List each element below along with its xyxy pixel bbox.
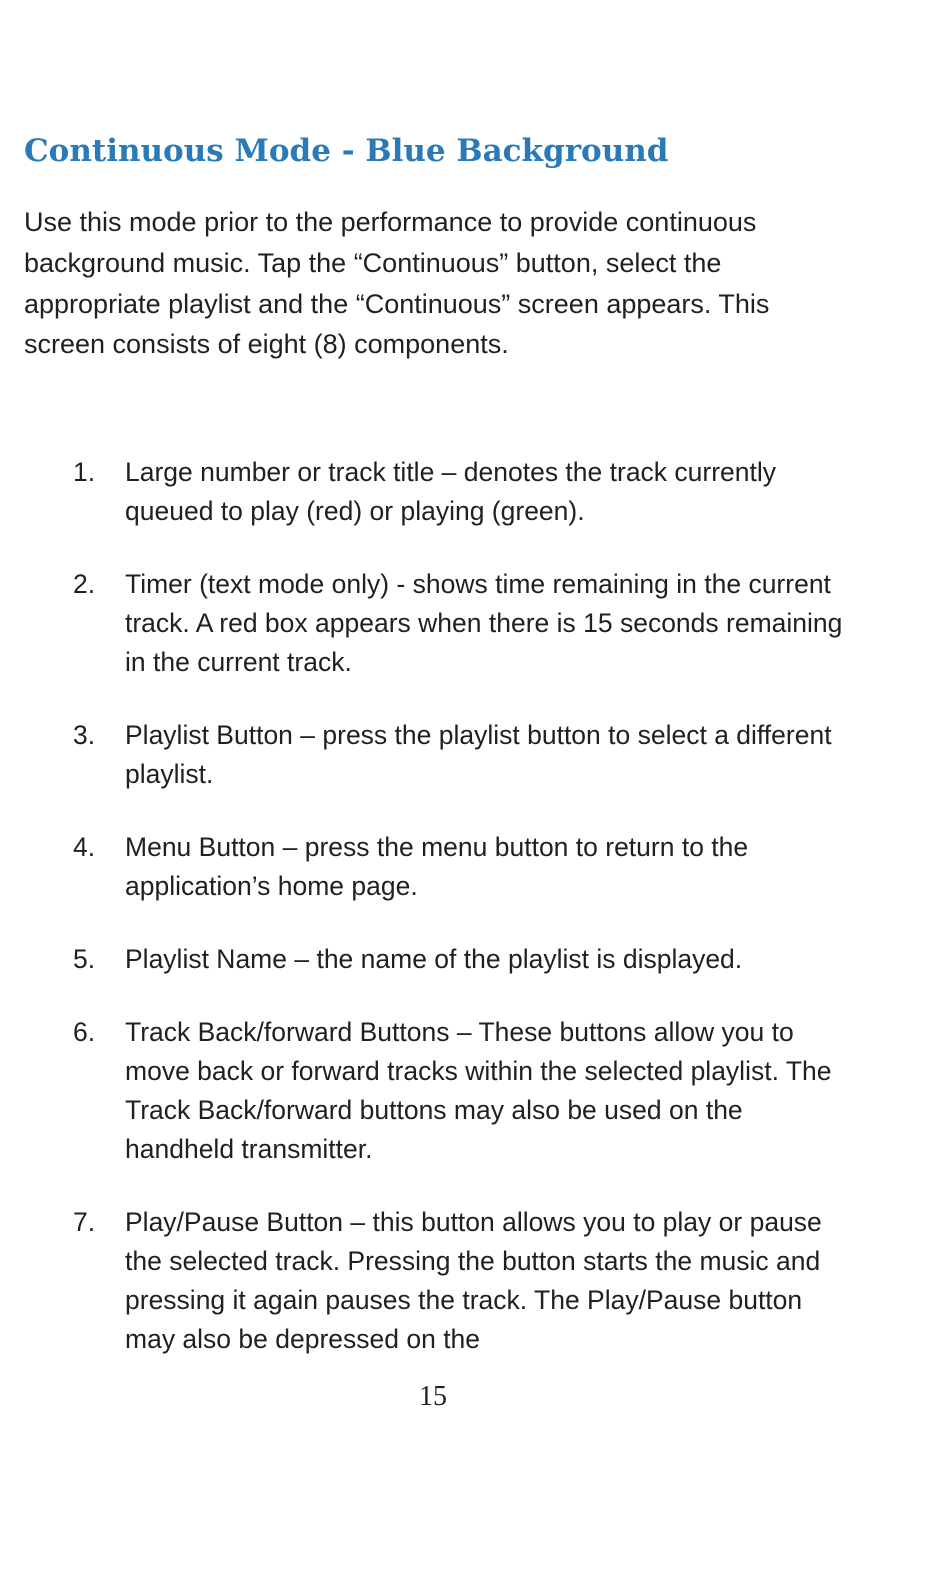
list-item-number: 2. — [73, 568, 96, 599]
list-item-text: Timer (text mode only) - shows time remaining in the current track. A red box appears when there is 15 seconds remaining in the current track. — [125, 568, 843, 678]
list-item-number: 3. — [73, 720, 96, 751]
list-item-text: Menu Button – press the menu button to return to the application’s home page. — [125, 831, 749, 902]
list-item-number: 6. — [73, 1016, 96, 1047]
intro-paragraph: Use this mode prior to the performance to provide continuous background music. Tap the “Continuous” button, select the appropriate playlist and the “Continuous” screen appears. This screen consists of eight (8) components. — [24, 207, 770, 360]
list-item-text: Track Back/forward Buttons – These buttons allow you to move back or forward tracks within the selected playlist. The Track Back/forward buttons may also be used on the handheld transmitter. — [125, 1016, 832, 1165]
list-item-number: 1. — [73, 457, 96, 487]
components-list — [0, 453, 950, 1393]
section-heading: Continuous Mode - Blue Background — [24, 133, 669, 169]
list-item — [0, 828, 847, 906]
list-item — [0, 453, 847, 531]
list-item — [0, 716, 847, 794]
list-item-number: 5. — [73, 943, 96, 974]
list-item — [0, 1013, 847, 1170]
list-item — [0, 565, 847, 683]
list-item — [0, 940, 847, 979]
list-item-number: 4. — [73, 831, 96, 862]
list-item-text: Playlist Button – press the playlist button to select a different playlist. — [125, 720, 832, 790]
page-number: 15 — [419, 1381, 447, 1412]
list-item-text: Large number or track title – denotes the track currently queued to play (red) or playing (green). — [125, 457, 777, 527]
list-item-text: Play/Pause Button – this button allows you to play or pause the selected track. Pressing the button starts the music and pressing it again pauses the track. The Play/Pause button may also be depressed on the — [125, 1206, 822, 1355]
list-item-number: 7. — [73, 1206, 96, 1237]
list-item — [0, 1203, 847, 1360]
list-item-text: Playlist Name – the name of the playlist is displayed. — [125, 943, 743, 974]
